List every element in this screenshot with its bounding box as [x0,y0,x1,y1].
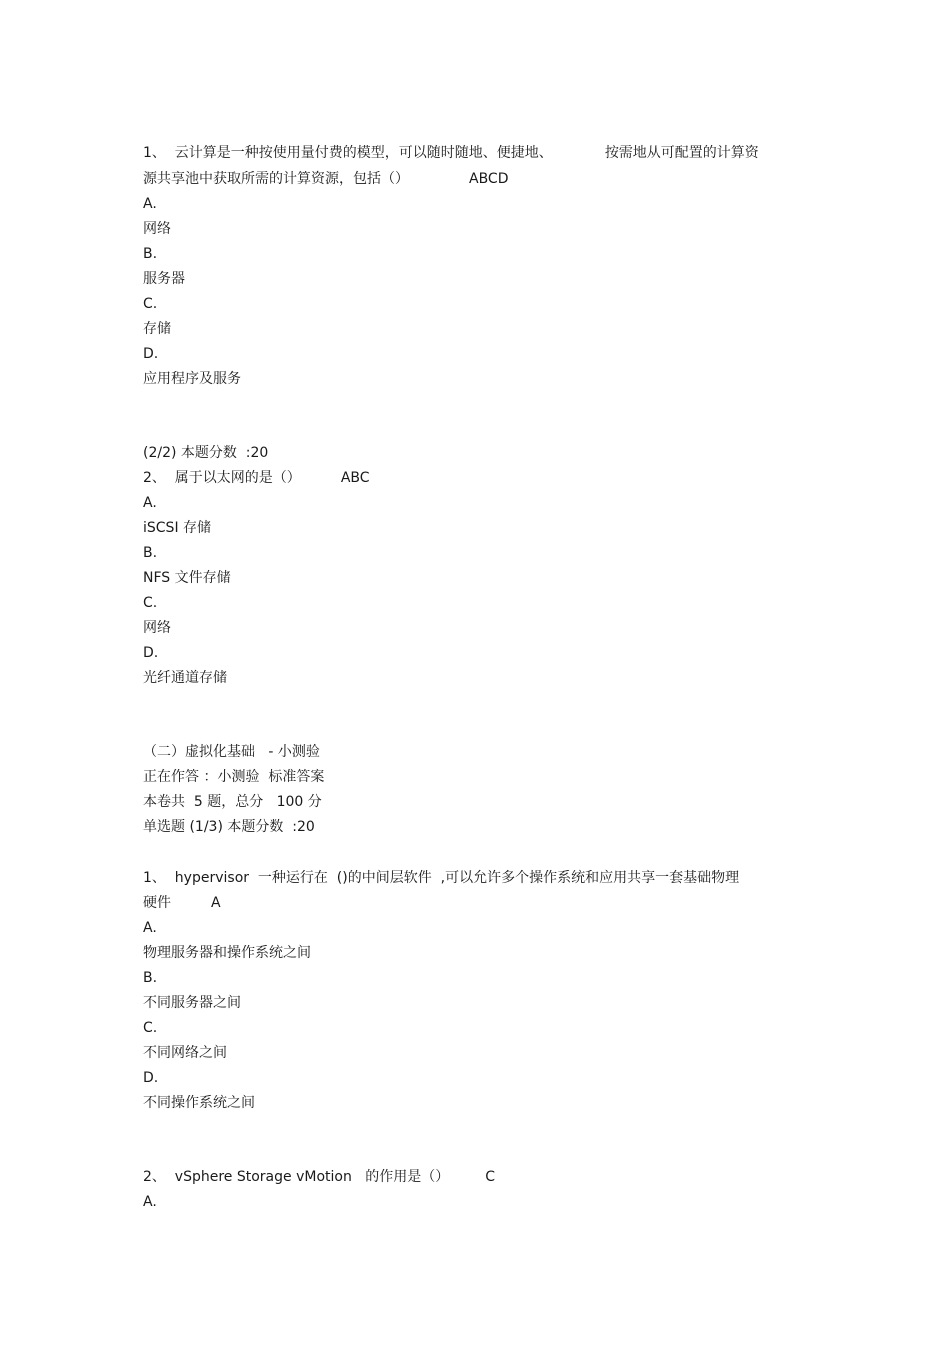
quiz-status: 正在作答 ：小测验 标准答案 [143,769,325,785]
s2-q1-option-a-text: 物理服务器和操作系统之间 [143,945,311,961]
q1-stem-line2 [143,170,509,188]
s2-q1-option-c-text: 不同网络之间 [143,1045,227,1061]
q1-stem-text2: 源共享池中获取所需的计算资源，包括（） [143,171,409,187]
s2-q1-stem-text: 硬件 [143,895,171,911]
quiz-summary: 本卷共 5 题，总分 100 分 [143,794,322,810]
q1-answer: ABCD [469,171,509,187]
q1-option-d-label: D. [143,346,159,362]
q2-stem-text: 2、 属于以太网的是（） [143,470,301,486]
q1-option-b-label: B. [143,246,158,262]
q1-option-d-text: 应用程序及服务 [143,371,241,387]
s2-q1-option-a-label: A. [143,920,157,936]
s2-q2-stem-text: 2、 vSphere Storage vMotion 的作用是（） [143,1169,450,1185]
q2-score: (2/2) 本题分数 :20 [143,445,269,461]
section-title: （二）虚拟化基础 - 小测验 [143,744,320,760]
q1-stem-line1 [143,144,759,162]
s2-q2-stem [143,1168,495,1186]
s2-q1-answer: A [211,895,221,911]
q2-stem [143,469,370,487]
s2-q1-stem-line2 [143,894,221,912]
s2-q2-option-a-label: A. [143,1194,157,1210]
single-choice-score: 单选题 (1/3) 本题分数 :20 [143,819,315,835]
q1-option-c-label: C. [143,296,158,312]
s2-q1-option-d-text: 不同操作系统之间 [143,1095,255,1111]
q2-option-a-text: iSCSI 存储 [143,520,212,536]
s2-q1-option-b-text: 不同服务器之间 [143,995,241,1011]
q1-option-c-text: 存储 [143,321,171,337]
q2-option-d-text: 光纤通道存储 [143,670,227,686]
q2-answer: ABC [340,470,370,486]
q2-option-b-label: B. [143,545,158,561]
q1-option-a-label: A. [143,196,157,212]
s2-q1-stem-line1: 1、 hypervisor 一种运行在 ()的中间层软件 ,可以允许多个操作系统和应用共享一套基础物理 [143,870,740,886]
q2-option-a-label: A. [143,495,157,511]
q1-stem-text: 1、 云计算是一种按使用量付费的模型，可以随时随地、便捷地、 [143,145,553,161]
q2-option-b-text: NFS 文件存储 [143,570,231,586]
q1-option-b-text: 服务器 [143,271,185,287]
q2-option-c-label: C. [143,595,158,611]
s2-q2-answer: C [485,1169,495,1185]
q2-option-c-text: 网络 [143,620,171,636]
s2-q1-option-b-label: B. [143,970,158,986]
q1-option-a-text: 网络 [143,221,171,237]
s2-q1-option-d-label: D. [143,1070,159,1086]
s2-q1-option-c-label: C. [143,1020,158,1036]
q1-stem-tail: 按需地从可配置的计算资 [604,145,759,161]
q2-option-d-label: D. [143,645,159,661]
